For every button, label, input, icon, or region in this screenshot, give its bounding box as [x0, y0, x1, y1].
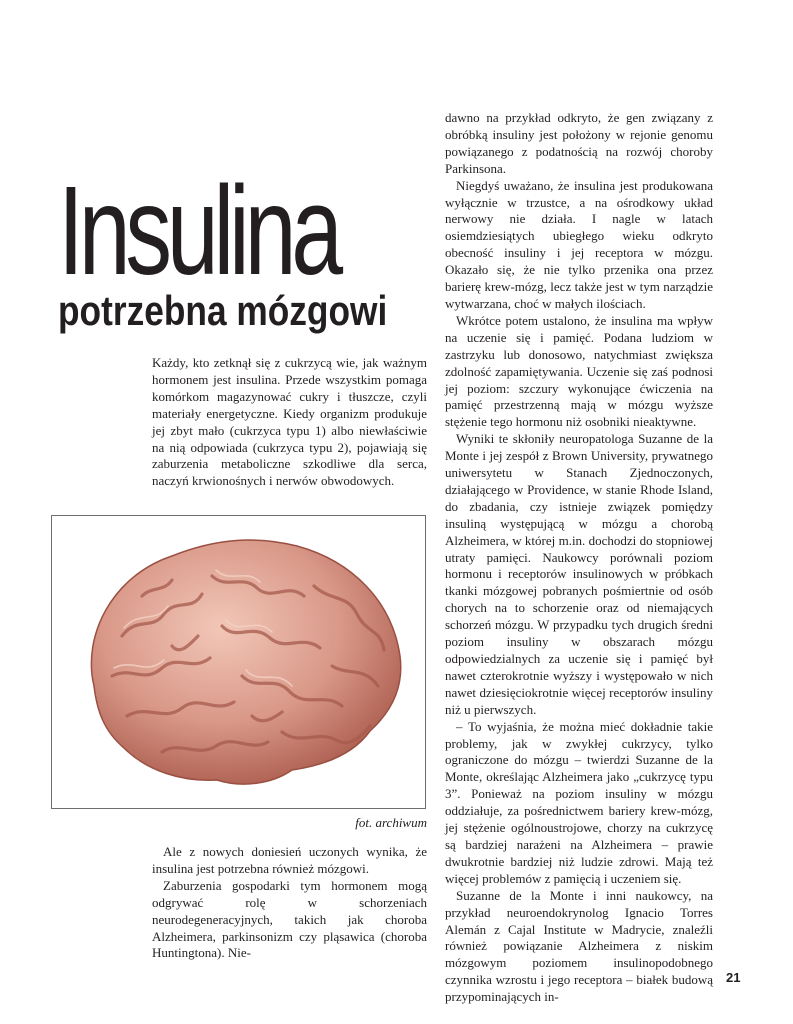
right-column-body — [445, 110, 713, 1006]
body-paragraph: Niegdyś uważano, że insulina jest produkowana wyłącznie w trzustce, a na ośrodkowy układ nerwowy nie działa. I nagle w latach osiemdziesiątych ubiegłego wieku odkryto obecność insuliny i jej receptora w mózgu. Okazało się, że nie tylko przenika ona przez barierę krew-mózg, lecz także jest w tym narządzie wytwarzana, choć w małych ilościach. — [445, 177, 713, 311]
left-column-body — [152, 844, 427, 962]
photo-caption: fot. archiwum — [355, 815, 427, 830]
body-paragraph: dawno na przykład odkryto, że gen związany z obróbką insuliny jest położony w rejonie genomu powiązanego z podatnością na rozwój choroby Parkinsona. — [445, 110, 713, 176]
article-title: Insulina — [58, 160, 338, 301]
page-number: 21 — [726, 970, 741, 985]
body-paragraph: Wyniki te skłoniły neuropatologa Suzanne de la Monte i jej zespół z Brown University, prywatnego uniwersytetu w Stanach Zjednoczonych, działającego w Providence, w stanie Rhode Island, do zbadania, czy istnieje związek pomiędzy insuliną występującą w mózgu a chorobą Alzheimera, w której m.in. dochodzi do stopniowej utraty pamięci. Naukowcy porównali poziom hormonu i receptorów insulinowych w próbkach tkanki mózgowej pobranych pośmiertnie od osób chorych na to schorzenie oraz od niemających schorzeń mózgu. W przypadku tych drugich średni poziom insuliny w obszarach mózgu odpowiedzialnych za uczenie się i pamięć był nawet czterokrotnie wyższy i występowało w nich nawet dziesięciokrotnie więcej receptorów insuliny niż u pierwszych. — [445, 431, 713, 717]
body-paragraph: Zaburzenia gospodarki tym hormonem mogą odgrywać rolę w schorzeniach neurodegeneracyjnych, takich jak choroba Alzheimera, parkinsonizm czy pląsawica (choroba Huntingtona). Nie- — [152, 877, 427, 961]
brain-photo — [51, 515, 426, 809]
body-paragraph: Ale z nowych doniesień uczonych wynika, że insulina jest potrzebna również mózgowi. — [152, 844, 427, 876]
brain-illustration — [52, 516, 425, 808]
article-subtitle: potrzebna mózgowi — [58, 287, 388, 334]
lead-paragraph: Każdy, kto zetknął się z cukrzycą wie, jak ważnym hormonem jest insulina. Przede wszystkim pomaga komórkom magazynować cukry i tłuszcze, czyli materiały energetyczne. Kiedy organizm produkuje jej zbyt mało (cukrzyca typu 1) albo niewłaściwie na nią odpowiada (cukrzyca typu 2), pojawiają się zaburzenia metaboliczne szkodliwe dla serca, naczyń krwionośnych i nerwów obwodowych. — [152, 355, 427, 489]
body-paragraph: Suzanne de la Monte i inni naukowcy, na przykład neuroendokrynolog Ignacio Torres Alemán z Cajal Institute w Madrycie, znaleźli również powiązanie Alzheimera z niskim mózgowym poziomem insulinopodobnego czynnika wzrostu i jego receptora – białek budową przypominających in- — [445, 887, 713, 1005]
body-paragraph: – To wyjaśnia, że można mieć dokładnie takie problemy, jak w zwykłej cukrzycy, tylko ograniczone do mózgu – twierdzi Suzanne de la Monte, określając Alzheimera jako „cukrzycę typu 3”. Ponieważ na poziom insuliny w mózgu oddziałuje, za pośrednictwem bariery krew-mózg, jej stężenie ogólnoustrojowe, chorzy na cukrzycę są bardziej narażeni na Alzheimera – prawie dwukrotnie bardziej niż ludzie zdrowi. Mają też więcej problemów z pamięcią i uczeniem się. — [445, 718, 713, 886]
article-lead — [152, 355, 427, 490]
body-paragraph: Wkrótce potem ustalono, że insulina ma wpływ na uczenie się i pamięć. Podana ludziom w zastrzyku lub donosowo, natychmiast zwiększa zdolność zapamiętywania. Uczenie się zaś podnosi jej poziom: szczury wykonujące ćwiczenia na pamięć przestrzenną mają w mózgu wyższe stężenie tego hormonu niż osobniki nieaktywne. — [445, 312, 713, 430]
